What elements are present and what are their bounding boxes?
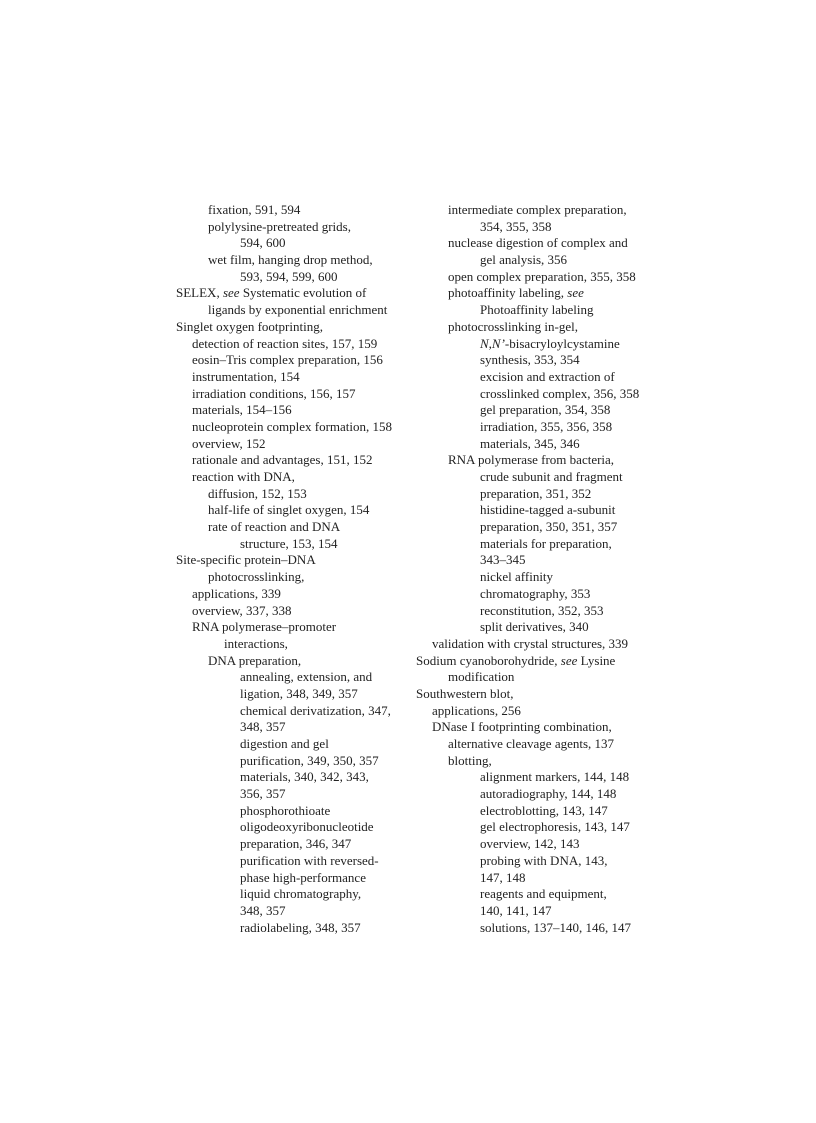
index-entry: [416, 603, 652, 620]
index-entry: [416, 853, 652, 870]
index-entry-text: Systematic evolution of: [239, 285, 367, 301]
index-entry: [416, 336, 652, 353]
index-entry-text: purification, 349, 350, 357: [240, 752, 379, 768]
index-entry: [416, 369, 652, 386]
index-entry-text: SELEX,: [176, 285, 223, 301]
index-entry-text: nuclease digestion of complex and: [448, 235, 628, 251]
index-entry: [416, 552, 652, 569]
index-entry-text: 593, 594, 599, 600: [240, 268, 338, 284]
index-entry-text: DNase I footprinting combination,: [432, 719, 612, 735]
index-entry: [176, 819, 412, 836]
index-entry-text: alternative cleavage agents, 137: [448, 736, 615, 751]
index-entry: [416, 886, 652, 903]
index-entry: [176, 336, 412, 353]
index-entry: [176, 603, 412, 620]
index-entry: [416, 636, 652, 653]
index-entry: [176, 870, 412, 887]
index-entry-text: rate of reaction and DNA: [208, 519, 341, 535]
index-entry: [176, 386, 412, 403]
index-entry-text: histidine-tagged a-subunit: [480, 502, 616, 518]
index-entry-text: applications, 339: [192, 585, 281, 601]
index-entry: [416, 703, 652, 720]
index-entry: [416, 536, 652, 553]
index-entry: [416, 402, 652, 419]
index-entry-text: wet film, hanging drop method,: [208, 252, 373, 268]
index-entry: [416, 903, 652, 920]
index-entry: [176, 719, 412, 736]
index-entry-text: gel electrophoresis, 143, 147: [480, 819, 630, 835]
index-entry-text: photoaffinity labeling,: [448, 285, 568, 301]
index-entry-text: probing with DNA, 143,: [480, 852, 608, 868]
index-entry-text: polylysine-pretreated grids,: [208, 218, 351, 234]
index-entry: [176, 653, 412, 670]
index-entry: [416, 219, 652, 236]
index-entry: [416, 519, 652, 536]
index-entry: [416, 285, 652, 302]
index-entry: [416, 252, 652, 269]
index-entry-italic-text: see: [222, 285, 240, 301]
index-entry-text: electroblotting, 143, 147: [480, 802, 608, 818]
index-entry-text: gel analysis, 356: [480, 252, 568, 268]
index-entry: [176, 736, 412, 753]
index-entry-text: annealing, extension, and: [240, 669, 373, 685]
index-entry-text: nucleoprotein complex formation, 158: [192, 418, 393, 434]
index-entry: [416, 386, 652, 403]
index-entry-text: 140, 141, 147: [480, 902, 552, 918]
index-entry-text: Photoaffinity labeling: [480, 302, 594, 318]
index-entry-text: DNA preparation,: [208, 652, 302, 668]
index-entry: [416, 569, 652, 586]
index-entry: [416, 452, 652, 469]
index-entry-text: structure, 153, 154: [240, 535, 338, 551]
index-entry-text: detection of reaction sites, 157, 159: [192, 335, 378, 351]
index-entry-text: materials, 345, 346: [480, 435, 580, 451]
index-entry: [176, 886, 412, 903]
index-entry-text: irradiation conditions, 156, 157: [192, 385, 356, 401]
index-entry: [416, 719, 652, 736]
index-entry-italic-text: see: [567, 285, 584, 301]
index-entry-text: digestion and gel: [240, 736, 329, 751]
index-entry: [176, 502, 412, 519]
index-entry: [416, 653, 652, 670]
index-entry-text: materials, 154–156: [192, 402, 292, 418]
index-entry-text: crude subunit and fragment: [480, 469, 623, 484]
index-entry: [416, 586, 652, 603]
index-entry-text: liquid chromatography,: [240, 886, 362, 902]
index-entry-text: intermediate complex preparation,: [448, 202, 627, 217]
index-entry-text: split derivatives, 340: [480, 619, 589, 635]
index-entry-text: rationale and advantages, 151, 152: [192, 452, 373, 468]
index-entry-text: purification with reversed-: [240, 852, 379, 868]
index-entry-text: 356, 357: [240, 786, 286, 802]
index-entry: [176, 219, 412, 236]
index-entry-text: phosphorothioate: [240, 802, 331, 818]
index-entry: [416, 486, 652, 503]
index-entry: [416, 736, 652, 753]
index-entry: [176, 552, 412, 569]
index-entry: [416, 436, 652, 453]
index-entry-text: reaction with DNA,: [192, 469, 295, 484]
index-entry: [176, 369, 412, 386]
index-entry-text: 354, 355, 358: [480, 218, 552, 234]
index-entry-text: reconstitution, 352, 353: [480, 602, 604, 618]
index-entry-text: materials for preparation,: [480, 535, 612, 551]
index-entry-text: Site-specific protein–DNA: [176, 552, 316, 568]
index-entry: [176, 319, 412, 336]
index-entry-text: photocrosslinking,: [208, 569, 305, 585]
index-entry-text: chemical derivatization, 347,: [240, 702, 391, 718]
index-entry-text: nickel affinity: [480, 569, 554, 585]
index-entry: [176, 436, 412, 453]
index-entry-text: 147, 148: [480, 869, 526, 885]
index-entry: [416, 469, 652, 486]
index-entry: [416, 803, 652, 820]
index-entry: [176, 252, 412, 269]
index-entry: [176, 352, 412, 369]
index-entry: [176, 285, 412, 302]
index-entry-text: overview, 152: [192, 435, 266, 451]
index-entry-text: 348, 357: [240, 719, 286, 735]
index-entry: [176, 419, 412, 436]
index-entry-text: ligation, 348, 349, 357: [240, 685, 358, 701]
index-entry: [176, 486, 412, 503]
index-entry: [416, 352, 652, 369]
index-entry: [176, 569, 412, 586]
index-entry-text: irradiation, 355, 356, 358: [480, 418, 613, 434]
index-entry: [416, 202, 652, 219]
index-entry: [176, 469, 412, 486]
index-entry-text: preparation, 350, 351, 357: [480, 519, 618, 535]
index-entry: [416, 302, 652, 319]
index-entry-text: Southwestern blot,: [416, 685, 514, 701]
index-entry-text: reagents and equipment,: [480, 886, 607, 902]
index-entry: [416, 819, 652, 836]
index-entry-text: RNA polymerase from bacteria,: [448, 452, 615, 468]
index-entry: [176, 402, 412, 419]
index-entry: [416, 769, 652, 786]
index-entry-text: interactions,: [224, 635, 288, 651]
index-entry-text: alignment markers, 144, 148: [480, 769, 630, 785]
index-entry: [176, 786, 412, 803]
index-entry: [176, 753, 412, 770]
index-entry: [416, 753, 652, 770]
index-entry-text: preparation, 346, 347: [240, 836, 352, 852]
index-entry-text: diffusion, 152, 153: [208, 485, 307, 501]
index-entry: [416, 836, 652, 853]
index-entry: [176, 703, 412, 720]
index-entry: [416, 419, 652, 436]
index-entry-text: solutions, 137–140, 146, 147: [480, 919, 631, 935]
index-entry: [416, 686, 652, 703]
index-column-left: [176, 202, 412, 936]
index-entry: [176, 519, 412, 536]
index-entry-text: applications, 256: [432, 702, 521, 718]
index-entry-text: oligodeoxyribonucleotide: [240, 819, 374, 835]
index-entry-text: gel preparation, 354, 358: [480, 402, 611, 418]
index-entry: [176, 836, 412, 853]
index-entry-text: autoradiography, 144, 148: [480, 786, 617, 802]
index-entry-text: overview, 337, 338: [192, 602, 292, 618]
index-entry: [176, 669, 412, 686]
index-entry: [416, 920, 652, 937]
index-entry-text: eosin–Tris complex preparation, 156: [192, 352, 383, 368]
index-entry-text: instrumentation, 154: [192, 368, 300, 384]
index-entry-text: RNA polymerase–promoter: [192, 619, 337, 635]
index-entry: [176, 536, 412, 553]
index-entry-text: excision and extraction of: [480, 368, 615, 384]
index-entry-text: Singlet oxygen footprinting,: [176, 318, 323, 334]
index-entry-text: crosslinked complex, 356, 358: [480, 385, 640, 401]
index-entry: [416, 269, 652, 286]
index-entry: [416, 786, 652, 803]
index-entry: [176, 920, 412, 937]
index-entry: [416, 870, 652, 887]
index-entry-text: -bisacryloylcystamine: [504, 335, 620, 351]
index-entry: [416, 669, 652, 686]
index-entry: [176, 686, 412, 703]
index-entry-text: open complex preparation, 355, 358: [448, 268, 636, 284]
index-entry-text: preparation, 351, 352: [480, 485, 592, 501]
index-entry-text: blotting,: [448, 752, 492, 768]
index-entry-text: Sodium cyanoborohydride,: [416, 652, 561, 668]
index-entry-text: 348, 357: [240, 902, 286, 918]
index-entry-italic-text: see: [560, 652, 578, 668]
index-entry: [416, 619, 652, 636]
index-entry-text: chromatography, 353: [480, 585, 591, 601]
index-column-right: [416, 202, 652, 936]
index-entry: [416, 502, 652, 519]
index-entry: [176, 452, 412, 469]
index-entry: [176, 302, 412, 319]
index-entry: [176, 619, 412, 636]
index-entry: [176, 269, 412, 286]
index-entry-text: Lysine: [577, 652, 616, 668]
index-entry-text: phase high-performance: [240, 869, 366, 885]
index-entry-italic-text: N,N’: [480, 335, 505, 351]
index-entry: [416, 319, 652, 336]
index-entry: [176, 235, 412, 252]
index-entry-text: modification: [448, 669, 515, 685]
index-entry: [176, 769, 412, 786]
index-entry-text: photocrosslinking in-gel,: [448, 318, 578, 334]
index-entry: [176, 853, 412, 870]
index-entry-text: ligands by exponential enrichment: [208, 302, 388, 318]
index-entry-text: 343–345: [480, 552, 526, 568]
index-entry: [176, 586, 412, 603]
index-entry-text: radiolabeling, 348, 357: [240, 919, 361, 935]
index-entry: [176, 903, 412, 920]
index-entry-text: validation with crystal structures, 339: [432, 635, 629, 651]
index-entry-text: fixation, 591, 594: [208, 202, 301, 217]
index-entry: [176, 636, 412, 653]
index-entry-text: materials, 340, 342, 343,: [240, 769, 369, 785]
index-entry-text: overview, 142, 143: [480, 836, 580, 852]
index-entry-text: synthesis, 353, 354: [480, 352, 580, 368]
index-entry-text: 594, 600: [240, 235, 286, 251]
index-entry: [176, 202, 412, 219]
index-entry-text: half-life of singlet oxygen, 154: [208, 502, 370, 518]
index-entry: [176, 803, 412, 820]
index-entry: [416, 235, 652, 252]
